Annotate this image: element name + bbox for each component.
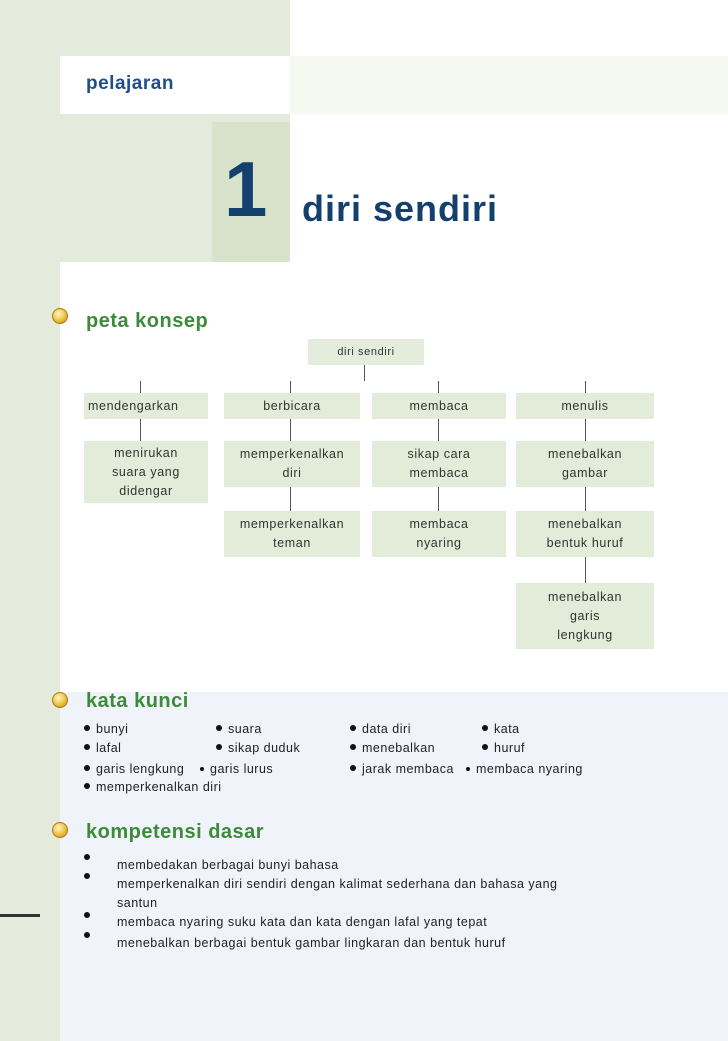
connector-line bbox=[438, 381, 439, 393]
concept-node bbox=[224, 511, 360, 557]
keyword-item: membaca nyaring bbox=[466, 762, 583, 776]
connector-line bbox=[364, 365, 365, 381]
connector-line bbox=[140, 419, 141, 441]
concept-node bbox=[372, 511, 506, 557]
keyword-item: lafal bbox=[84, 741, 121, 755]
node-line: sikap cara bbox=[407, 447, 471, 461]
connector-line bbox=[290, 419, 291, 441]
concept-root: diri sendiri bbox=[308, 339, 424, 365]
connector-line bbox=[585, 487, 586, 511]
concept-node bbox=[84, 441, 208, 503]
node-line: garis bbox=[569, 608, 601, 623]
node-line: lengkung bbox=[557, 627, 613, 642]
left-edge-line bbox=[0, 914, 40, 917]
bullet-dot-icon bbox=[84, 783, 90, 789]
bullet-dot-icon bbox=[216, 744, 222, 750]
connector-line bbox=[585, 381, 586, 393]
bullet-dot-icon bbox=[200, 767, 204, 771]
keyword-item: kata bbox=[482, 722, 520, 736]
node-line: suara yang bbox=[112, 464, 180, 479]
keyword-item: suara bbox=[216, 722, 262, 736]
bullet-dot-icon bbox=[84, 873, 90, 879]
bullet-ball-icon bbox=[52, 822, 68, 838]
bullet-dot-icon bbox=[350, 744, 356, 750]
concept-node bbox=[516, 511, 654, 557]
connector-line bbox=[290, 381, 291, 393]
concept-node bbox=[224, 441, 360, 487]
keyword-item: huruf bbox=[482, 741, 525, 755]
bullet-dot-icon bbox=[84, 932, 90, 938]
node-line: bentuk huruf bbox=[546, 536, 624, 550]
keyword-item: jarak membaca bbox=[350, 762, 454, 776]
node-line: menirukan bbox=[114, 445, 178, 460]
keyword-item: sikap duduk bbox=[216, 741, 300, 755]
concept-node bbox=[516, 583, 654, 649]
competency-item: membaca nyaring suku kata dan kata dengan lafal yang tepat bbox=[117, 915, 488, 929]
bullet-dot-icon bbox=[350, 765, 356, 771]
node-line: membaca bbox=[409, 517, 469, 531]
node-line: didengar bbox=[119, 483, 173, 498]
concept-node bbox=[372, 441, 506, 487]
bullet-ball-icon bbox=[52, 308, 68, 324]
bullet-dot-icon bbox=[84, 854, 90, 860]
branch-berbicara: berbicara bbox=[224, 393, 360, 419]
chapter-number: 1 bbox=[224, 145, 268, 233]
bullet-dot-icon bbox=[482, 725, 488, 731]
top-white-area bbox=[290, 0, 728, 56]
connector-line bbox=[290, 487, 291, 511]
bullet-dot-icon bbox=[216, 725, 222, 731]
node-line: menebalkan bbox=[547, 447, 623, 461]
competency-item: membedakan berbagai bunyi bahasa bbox=[117, 858, 339, 872]
keyword-item: memperkenalkan diri bbox=[84, 780, 222, 794]
keyword-item: data diri bbox=[350, 722, 411, 736]
bullet-dot-icon bbox=[84, 725, 90, 731]
node-line: diri bbox=[282, 466, 302, 480]
keyword-item: bunyi bbox=[84, 722, 128, 736]
connector-line bbox=[140, 381, 141, 393]
node-line: memperkenalkan bbox=[239, 447, 345, 461]
bullet-dot-icon bbox=[84, 912, 90, 918]
branch-menulis: menulis bbox=[516, 393, 654, 419]
node-line: menebalkan bbox=[547, 517, 623, 531]
keyword-item: garis lurus bbox=[200, 762, 273, 776]
left-margin-panel bbox=[0, 262, 60, 692]
lesson-label: pelajaran bbox=[86, 73, 174, 94]
node-line: nyaring bbox=[416, 536, 462, 550]
connector-line bbox=[438, 487, 439, 511]
competencies-title: kompetensi dasar bbox=[86, 821, 265, 843]
competency-item: menebalkan berbagai bentuk gambar lingkaran dan bentuk huruf bbox=[117, 936, 506, 950]
header-band-right bbox=[290, 56, 728, 114]
keyword-item: menebalkan bbox=[350, 741, 435, 755]
branch-membaca: membaca bbox=[372, 393, 506, 419]
node-line: memperkenalkan bbox=[239, 517, 345, 531]
bullet-dot-icon bbox=[350, 725, 356, 731]
bullet-ball-icon bbox=[52, 692, 68, 708]
bullet-dot-icon bbox=[466, 767, 470, 771]
connector-line bbox=[585, 557, 586, 583]
keywords-title: kata kunci bbox=[86, 690, 189, 712]
keyword-item: garis lengkung bbox=[84, 762, 184, 776]
connector-line bbox=[585, 419, 586, 441]
chapter-title: diri sendiri bbox=[302, 188, 499, 229]
node-line: menebalkan bbox=[547, 589, 623, 604]
node-line: membaca bbox=[409, 466, 469, 480]
concept-map-title: peta konsep bbox=[86, 310, 209, 332]
bullet-dot-icon bbox=[84, 744, 90, 750]
bullet-dot-icon bbox=[84, 765, 90, 771]
node-line: teman bbox=[273, 536, 311, 550]
bullet-dot-icon bbox=[482, 744, 488, 750]
branch-mendengarkan: mendengarkan bbox=[84, 393, 208, 419]
concept-node bbox=[516, 441, 654, 487]
node-line: gambar bbox=[562, 466, 608, 480]
competency-item: memperkenalkan diri sendiri dengan kalimat sederhana dan bahasa yang santun bbox=[117, 877, 558, 910]
connector-line bbox=[438, 419, 439, 441]
